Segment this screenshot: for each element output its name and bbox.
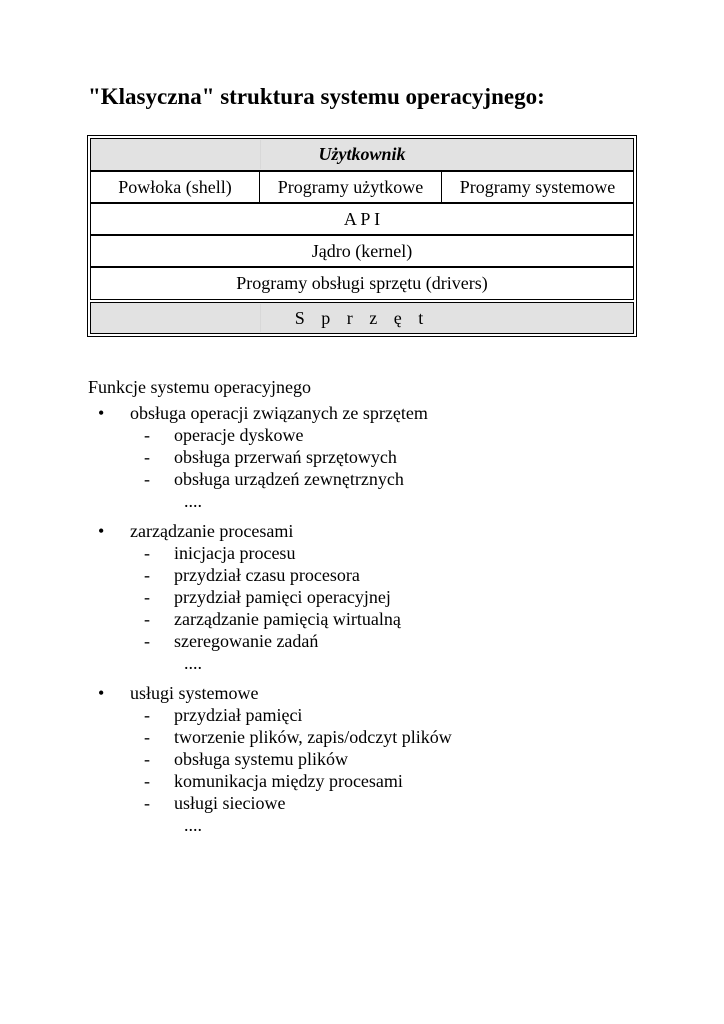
dash-icon: -: [144, 793, 150, 813]
dash-icon: -: [144, 631, 150, 651]
user-layer-label: Użytkownik: [90, 138, 634, 171]
dash-icon: -: [144, 425, 150, 445]
dash-icon: -: [144, 565, 150, 585]
dash-icon: -: [144, 771, 150, 791]
list-item: - obsługa urządzeń zewnętrznych: [144, 469, 404, 489]
group-label: zarządzanie procesami: [130, 521, 294, 541]
dash-icon: -: [144, 705, 150, 725]
function-group: [98, 682, 452, 836]
dash-icon: -: [144, 543, 150, 563]
list-item: - szeregowanie zadań: [144, 631, 319, 651]
system-programs-cell: Programy systemowe: [441, 171, 634, 203]
list-item: - zarządzanie pamięcią wirtualną: [144, 609, 401, 629]
programs-layer: [90, 171, 634, 203]
list-item: - usługi sieciowe: [144, 793, 286, 813]
user-programs-cell: Programy użytkowe: [259, 171, 442, 203]
functions-intro: Funkcje systemu operacyjnego: [88, 377, 311, 397]
drivers-cell: Programy obsługi sprzętu (drivers): [90, 267, 634, 300]
list-item: - obsługa przerwań sprzętowych: [144, 447, 397, 467]
group-label: obsługa operacji związanych ze sprzętem: [130, 403, 428, 423]
api-layer: [90, 203, 634, 235]
group-label: usługi systemowe: [130, 683, 259, 703]
dash-icon: -: [144, 609, 150, 629]
os-structure-diagram: [87, 135, 637, 337]
functions-section: [88, 376, 452, 844]
shade-divider: [260, 304, 261, 332]
list-item: - obsługa systemu plików: [144, 749, 348, 769]
dash-icon: -: [144, 469, 150, 489]
kernel-layer: [90, 235, 634, 267]
list-item: - przydział pamięci: [144, 705, 303, 725]
page-title: "Klasyczna" struktura systemu operacyjnego:: [88, 84, 545, 109]
ellipsis: ....: [184, 491, 202, 511]
list-item: - przydział czasu procesora: [144, 565, 360, 585]
kernel-cell: Jądro (kernel): [90, 235, 634, 267]
ellipsis: ....: [184, 653, 202, 673]
function-group: [98, 402, 452, 512]
hardware-layer: [90, 302, 634, 334]
ellipsis: ....: [184, 815, 202, 835]
shade-divider: [260, 140, 261, 169]
dash-icon: -: [144, 587, 150, 607]
function-group: [98, 520, 452, 674]
list-item: - inicjacja procesu: [144, 543, 296, 563]
hardware-cell: S p r z ę t: [90, 302, 634, 334]
list-item: - komunikacja między procesami: [144, 771, 403, 791]
list-item: - przydział pamięci operacyjnej: [144, 587, 391, 607]
bullet-icon: •: [98, 521, 105, 541]
drivers-layer: [90, 267, 634, 300]
shell-cell: Powłoka (shell): [90, 171, 260, 203]
dash-icon: -: [144, 749, 150, 769]
dash-icon: -: [144, 447, 150, 467]
list-item: - operacje dyskowe: [144, 425, 304, 445]
bullet-icon: •: [98, 683, 105, 703]
user-layer: [90, 138, 634, 171]
bullet-icon: •: [98, 403, 105, 423]
api-cell: A P I: [90, 203, 634, 235]
dash-icon: -: [144, 727, 150, 747]
list-item: - tworzenie plików, zapis/odczyt plików: [144, 727, 452, 747]
